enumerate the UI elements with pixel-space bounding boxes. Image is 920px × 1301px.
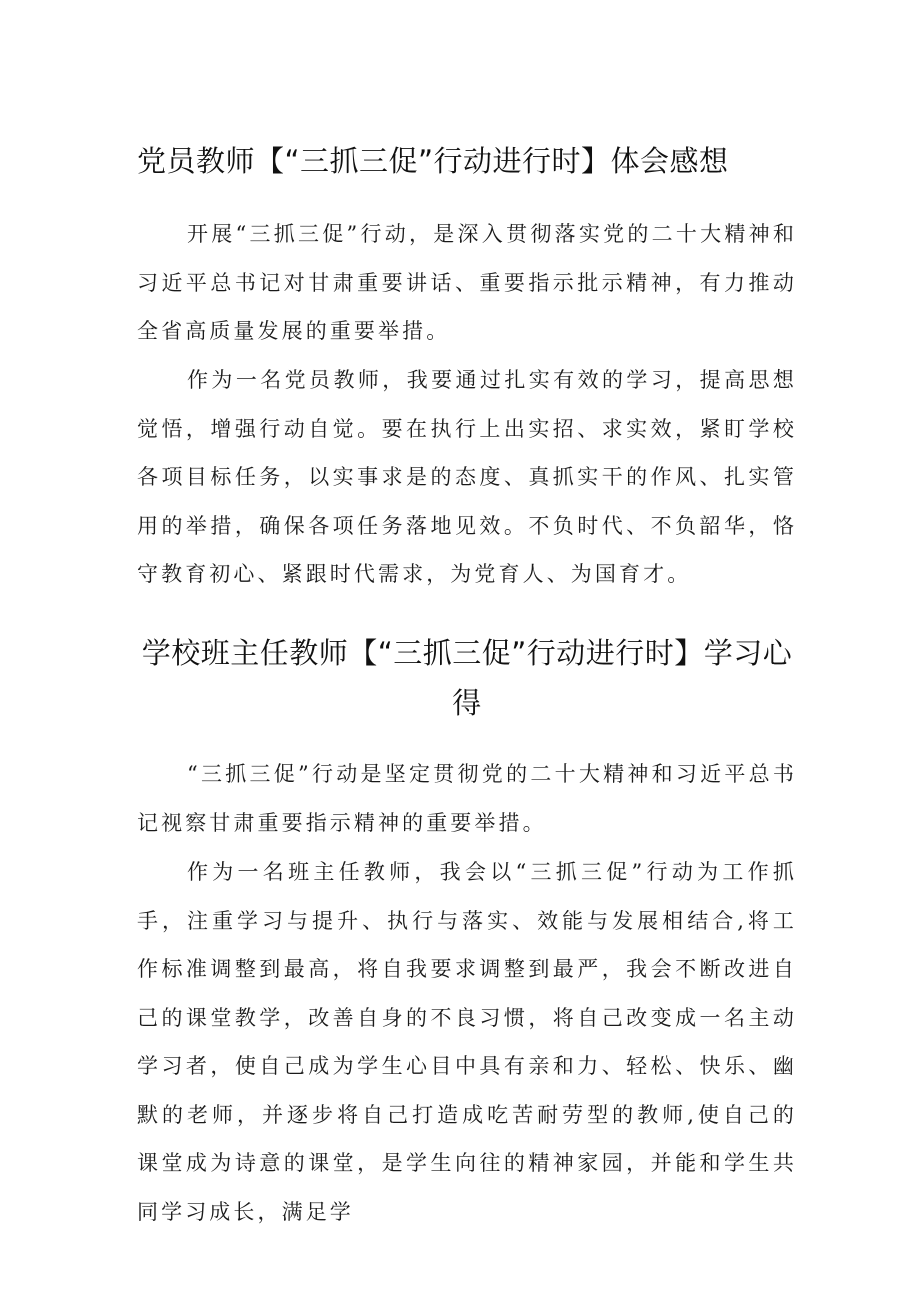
section-2-paragraph-1: “三抓三促”行动是坚定贯彻党的二十大精神和习近平总书记视察甘肃重要指示精神的重要举措。 [137,762,797,835]
section-1-paragraph-2: 作为一名党员教师，我要通过扎实有效的学习，提高思想觉悟，增强行动自觉。要在执行上出实招、求实效，紧盯学校各项目标任务，以实事求是的态度、真抓实干的作风、扎实管用的举措，确保各项任务落地见效。不负时代、不负韶华，恪守教育初心、紧跟时代需求，为党育人、为国育才。 [137,368,797,586]
section-2-paragraph-2: 作为一名班主任教师，我会以“三抓三促”行动为工作抓手，注重学习与提升、执行与落实、效能与发展相结合,将工作标准调整到最高，将自我要求调整到最严，我会不断改进自己的课堂教学，改善自身的不良习惯，将自己改变成一名主动学习者，使自己成为学生心目中具有亲和力、轻松、快乐、幽默的老师，并逐步将自己打造成吃苦耐劳型的教师,使自己的课堂成为诗意的课堂，是学生向往的精神家园，并能和学生共同学习成长，满足学 [137,860,797,1224]
section-2-title: 学校班主任教师【“三抓三促”行动进行时】学习心得 [141,636,793,720]
section-1-title: 党员教师【“三抓三促”行动进行时】体会感想 [137,144,729,178]
section-1-paragraph-1: 开展“三抓三促”行动，是深入贯彻落实党的二十大精神和习近平总书记对甘肃重要讲话、重要指示批示精神，有力推动全省高质量发展的重要举措。 [137,222,797,343]
